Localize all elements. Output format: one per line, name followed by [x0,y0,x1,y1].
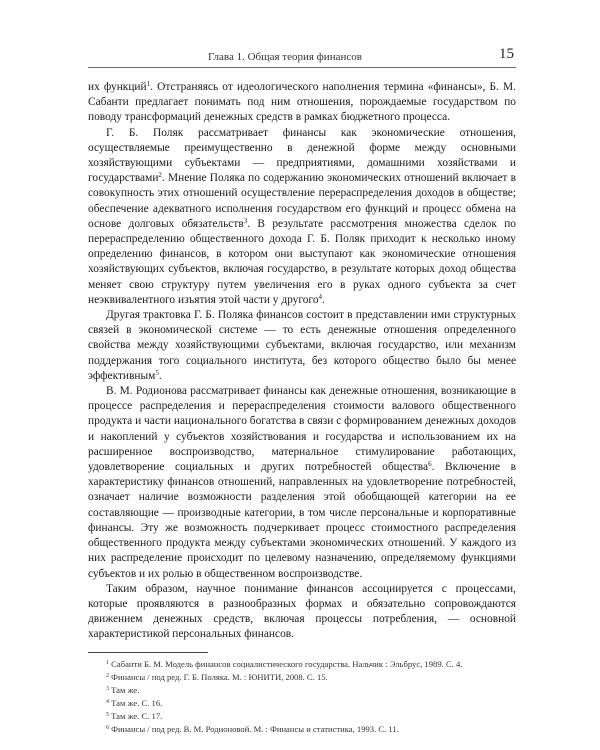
page-number: 15 [499,46,514,62]
paragraph [88,308,516,384]
footnote-ref: 1 [146,80,151,88]
paragraph [88,384,516,582]
paragraph [88,80,516,126]
running-header [88,46,516,68]
body-text [88,80,516,643]
text-run: . [322,293,325,306]
footnote-text: Там же. С. 17. [109,710,163,721]
footnote [88,671,516,684]
text-run: В. М. Родионова рассматривает финансы как денежные отношения, возникающие в процессе распределения и перераспределения стоимости валового общественного продукта и части национального богатства в связи с формированием денежных доходов и накоплений у субъектов хозяйствования и государства и использованием их на расширенное воспроизводство, материальное стимулирование работающих, удовлетворение социальных и других потребностей общества [88,385,516,474]
footnote-text: Финансы / под ред. В. М. Родионовой. М. : Финансы и статистика, 1993. С. 11. [109,723,399,734]
text-run: Другая трактовка Г. Б. Поляка финансов состоит в представлении ими структурных связей в экономической системе — то есть денежные отношения определенного свойства между хозяйствующими субъектами, включая государство, или механизм поддержания того социального института, без которого общество было бы менее эффективным [88,309,516,382]
footnote-number: 1 [106,659,109,666]
footnote-text: Сабанти Б. М. Модель финансов социалистического государства. Нальчик : Эльбрус, 1989. С. 4. [109,658,463,669]
text-run: . В результате рассмотрения множества сделок по перераспределению общественного дохода Г. Б. Поляк приходит к несколько иному определению финансов, в котором они выступают как экономические отношения хозяйствующих субъектов, включая государство, в результате которых доход общества меняет свою структуру путем увеличения его в руках одного субъекта за счет неэквивалентного изъятия этой части у другого [88,217,516,306]
footnote-ref: 4 [318,292,323,301]
footnote-number: 4 [106,698,109,705]
paragraph [88,126,516,308]
text-run: . [158,369,162,382]
paragraph [88,582,516,643]
footnote [88,710,516,723]
footnote [88,658,516,671]
footnote-ref: 3 [243,216,248,225]
text-run: . Отстраняясь от идеологического наполнения термина «финансы», Б. М. Сабанти предлагает понимать под ним отношения, порождаемые государством по поводу трансформаций денежных средств в рамках бюджетного процесса. [88,81,516,124]
footnote-ref: 2 [158,171,162,180]
footnote-number: 5 [106,711,109,718]
footnote-text: Финансы / под ред. Г. Б. Поляка. М. : ЮНИТИ, 2008. С. 15. [109,671,328,682]
chapter-title: Глава 1. Общая теория финансов [208,51,362,63]
text-run: . Включение в характеристику финансов отношений, направленных на удовлетворение потребностей, означает наличие возможности разделения этой обобщающей категории на ее составляющие — производные категории, в том числе персональные и корпоративные финансы. Эту же возможность подчеркивает процесс стоимостного распределения общественного продукта между субъектами экономических отношений. У каждого из них распределение происходит по целевому назначению, определяемому функциями субъектов и их ролью в общественном воспроизводстве. [88,461,516,580]
footnote [88,723,516,736]
footnote-text: Там же. С. 16. [109,697,163,708]
text-run: Таким образом, научное понимание финансов ассоциируется с процессами, которые проявляются в разнообразных формах и обязательно сопровождаются движением денежных средств, включая процессы потребления, — основной характеристикой персональных финансов. [88,582,516,641]
footnote-text: Там же. [109,684,140,695]
footnote-separator [88,652,208,653]
footnote-ref: 5 [155,368,159,377]
footnote-ref: 6 [428,460,432,469]
footnotes [88,658,516,736]
footnote [88,697,516,710]
text-run: их функций [88,81,147,93]
footnote-number: 2 [106,672,109,679]
footnote-number: 6 [106,724,109,731]
footnote [88,684,516,697]
text-run: . Мнение Поляка по содержанию экономических отношений включает в совокупность этих отношений осуществление перераспределения доходов в обществе; обеспечение адекватного исполнения государством его функций и процесс обмена на основе долговых обязательств [88,172,516,230]
footnote-number: 3 [106,685,109,692]
text-run: Г. Б. Поляк рассматривает финансы как экономические отношения, осуществляемые преимущественно в денежной форме между основными хозяйствующими субъектами — предприятиями, домашними хозяйствами и государствами [88,126,516,185]
